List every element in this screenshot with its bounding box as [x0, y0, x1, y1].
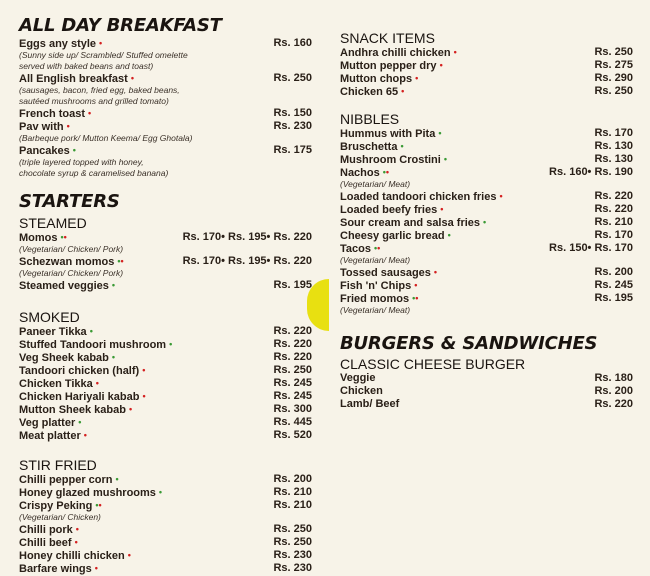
diet-indicator: • — [111, 352, 116, 362]
menu-item-price: Rs. 290 — [594, 72, 633, 84]
menu-item-name — [19, 325, 93, 339]
menu-item-description: sautéed mushrooms and grilled tomato) — [19, 96, 169, 106]
menu-item-description: (Sunny side up/ Scrambled/ Stuffed omelette — [19, 50, 188, 60]
steamed-heading: STEAMED — [19, 215, 87, 231]
menu-item-label: Chilli pork — [19, 524, 73, 536]
menu-item-name — [340, 46, 457, 60]
menu-item-label: Schezwan momos — [19, 256, 115, 268]
menu-item-price: Rs. 520 — [273, 429, 312, 441]
menu-item-name — [19, 549, 131, 563]
menu-item-price: Rs. 250 — [273, 364, 312, 376]
menu-item-name — [340, 85, 404, 99]
menu-item-price: Rs. 220 — [594, 190, 633, 202]
menu-item — [19, 351, 312, 364]
menu-item-price: Rs. 220 — [594, 203, 633, 215]
menu-item — [340, 59, 633, 72]
menu-item — [340, 72, 633, 85]
menu-item — [340, 85, 633, 98]
menu-item — [340, 127, 633, 140]
menu-item-price: Rs. 245 — [273, 377, 312, 389]
diet-indicator: • — [72, 145, 76, 155]
menu-item-price: Rs. 180 — [594, 372, 633, 384]
menu-item — [19, 255, 312, 268]
menu-item-name — [19, 279, 115, 293]
menu-item-label: Tossed sausages — [340, 267, 431, 279]
menu-item-name — [19, 390, 146, 404]
menu-item-price: Rs. 220 — [273, 338, 312, 350]
menu-item-price: Rs. 195 — [594, 292, 633, 304]
starters-heading: STARTERS — [19, 191, 120, 212]
menu-item-price: Rs. 210 — [594, 216, 633, 228]
menu-item-name — [340, 72, 418, 86]
menu-item-description: (Barbeque pork/ Mutton Keema/ Egg Ghotala) — [19, 133, 193, 143]
menu-item-label: Veg platter — [19, 417, 76, 429]
breakfast-list — [19, 37, 312, 179]
menu-item-label: Cheesy garlic bread — [340, 230, 445, 242]
diet-indicator: • — [89, 326, 93, 336]
menu-item — [340, 216, 633, 229]
menu-item-label: Tandoori chicken (half) — [19, 365, 140, 377]
menu-item — [19, 37, 312, 50]
menu-item-label: Fish 'n' Chips — [340, 280, 412, 292]
diet-indicator: • — [115, 474, 119, 484]
steamed-list — [19, 231, 312, 292]
menu-item-label: Loaded beefy fries — [340, 204, 438, 216]
menu-item — [19, 523, 312, 536]
menu-item — [340, 398, 633, 411]
menu-item-name — [19, 377, 99, 391]
menu-item-label: Chicken Tikka — [19, 378, 93, 390]
diet-indicator: • — [438, 128, 442, 138]
menu-item-price: Rs. 130 — [594, 140, 633, 152]
menu-item-name — [340, 385, 383, 398]
menu-item — [19, 403, 312, 416]
menu-item-description: (triple layered topped with honey, — [19, 157, 144, 167]
diet-indicator: • — [95, 378, 99, 388]
burgers-heading: BURGERS & SANDWICHES — [340, 333, 598, 354]
menu-item-name — [340, 59, 443, 73]
snack-items-list — [340, 46, 633, 98]
menu-item — [340, 153, 633, 166]
menu-item-name — [19, 37, 102, 51]
menu-item-price: Rs. 200 — [594, 385, 633, 397]
menu-item-name — [340, 398, 399, 411]
menu-item — [340, 140, 633, 153]
menu-item-name — [340, 127, 442, 141]
menu-item-name — [19, 338, 172, 352]
diet-indicator: • — [453, 47, 457, 57]
menu-item-label: Stuffed Tandoori mushroom — [19, 339, 167, 351]
menu-item-name — [19, 107, 91, 121]
menu-item — [340, 385, 633, 398]
diet-indicator: • — [499, 191, 503, 201]
menu-item-description: chocolate syrup & caramelised banana) — [19, 168, 169, 178]
diet-indicator: • — [111, 280, 116, 290]
menu-item-price: Rs. 230 — [273, 562, 312, 574]
diet-indicator: •• — [382, 167, 390, 177]
diet-indicator: • — [447, 230, 451, 240]
menu-item-label: Lamb/ Beef — [340, 398, 400, 410]
diet-indicator: • — [83, 430, 87, 440]
menu-item-description: (Vegetarian/ Chicken) — [19, 512, 101, 522]
classic-burger-heading: CLASSIC CHEESE BURGER — [340, 356, 526, 372]
menu-item-name — [340, 140, 404, 154]
menu-item — [19, 144, 312, 157]
menu-item-label: Momos — [19, 232, 58, 244]
menu-item-description: (Vegetarian/ Chicken/ Pork) — [19, 244, 124, 254]
menu-item-price: Rs. 160• Rs. 190 — [549, 166, 633, 178]
menu-item — [19, 325, 312, 338]
menu-item-label: Chicken Hariyali kabab — [19, 391, 140, 403]
menu-item-price: Rs. 250 — [594, 46, 633, 58]
menu-item-name — [340, 242, 380, 256]
menu-item-name — [340, 372, 375, 385]
menu-item — [19, 231, 312, 244]
menu-item-price: Rs. 300 — [273, 403, 312, 415]
menu-item-price: Rs. 210 — [273, 486, 312, 498]
menu-item-name — [19, 120, 70, 134]
menu-item-description: (sausages, bacon, fried egg, baked beans, — [19, 85, 180, 95]
menu-item-name — [340, 153, 447, 167]
menu-item-price: Rs. 245 — [594, 279, 633, 291]
stir-fried-list — [19, 473, 312, 575]
menu-item-price: Rs. 250 — [273, 536, 312, 548]
menu-item — [19, 562, 312, 575]
menu-item-name — [19, 231, 67, 245]
menu-item — [19, 416, 312, 429]
menu-item-label: All English breakfast — [19, 73, 128, 85]
menu-item-label: Andhra chilli chicken — [340, 47, 451, 59]
menu-item-price: Rs. 150 — [273, 107, 312, 119]
diet-indicator: • — [78, 417, 82, 427]
diet-indicator: • — [439, 60, 443, 70]
menu-item — [19, 486, 312, 499]
diet-indicator: • — [130, 73, 134, 83]
diet-indicator: •• — [95, 500, 102, 510]
menu-item-price: Rs. 170 — [594, 229, 633, 241]
diet-indicator: • — [158, 487, 163, 497]
diet-indicator: • — [401, 86, 405, 96]
diet-indicator: • — [66, 121, 70, 131]
menu-item — [19, 120, 312, 133]
diet-indicator: • — [169, 339, 173, 349]
menu-item-label: Fried momos — [340, 293, 410, 305]
menu-item — [19, 390, 312, 403]
menu-item — [19, 72, 312, 85]
menu-item-price: Rs. 220 — [273, 325, 312, 337]
menu-item-name — [340, 166, 389, 180]
menu-item — [19, 364, 312, 377]
menu-item-name — [19, 364, 145, 378]
menu-item-price: Rs. 220 — [273, 351, 312, 363]
menu-item-name — [19, 486, 162, 500]
menu-item-name — [340, 266, 437, 280]
menu-item-name — [340, 279, 417, 293]
diet-indicator: • — [443, 154, 447, 164]
stir-fried-heading: STIR FRIED — [19, 457, 97, 473]
menu-item-label: Tacos — [340, 243, 371, 255]
diet-indicator: • — [75, 524, 79, 534]
diet-indicator: • — [433, 267, 438, 277]
smoked-heading: SMOKED — [19, 309, 80, 325]
menu-item-price: Rs. 250 — [273, 72, 312, 84]
menu-item-label: Barfare wings — [19, 563, 92, 575]
menu-item — [340, 229, 633, 242]
snack-items-heading: SNACK ITEMS — [340, 30, 435, 46]
menu-item-description: served with baked beans and toast) — [19, 61, 154, 71]
menu-item-name — [19, 499, 102, 513]
diet-indicator: • — [99, 38, 103, 48]
nibbles-list — [340, 127, 633, 316]
menu-item-label: Paneer Tikka — [19, 326, 87, 338]
menu-item-price: Rs. 245 — [273, 390, 312, 402]
menu-item-name — [19, 536, 78, 550]
diet-indicator: •• — [412, 293, 419, 303]
nibbles-heading: NIBBLES — [340, 111, 400, 127]
menu-item-name — [19, 416, 81, 430]
menu-item-label: Eggs any style — [19, 38, 97, 50]
menu-item-label: Honey glazed mushrooms — [19, 487, 156, 499]
menu-item-name — [340, 190, 503, 204]
menu-item-label: Meat platter — [19, 430, 81, 442]
menu-item — [19, 549, 312, 562]
menu-item-name — [340, 203, 443, 217]
menu-item-label: Veg Sheek kabab — [19, 352, 109, 364]
menu-item-price: Rs. 230 — [273, 120, 312, 132]
menu-item-price: Rs. 250 — [273, 523, 312, 535]
menu-item — [340, 46, 633, 59]
menu-item-label: Sour cream and salsa fries — [340, 217, 481, 229]
diet-indicator: • — [440, 204, 444, 214]
menu-item — [340, 166, 633, 179]
menu-item — [340, 190, 633, 203]
menu-item-name — [19, 72, 134, 86]
menu-item-label: Pav with — [19, 121, 64, 133]
diet-indicator: •• — [117, 256, 124, 266]
menu-item-label: Mushroom Crostini — [340, 154, 441, 166]
menu-item-price: Rs. 250 — [594, 85, 633, 97]
menu-item — [19, 536, 312, 549]
diet-indicator: • — [142, 365, 146, 375]
menu-item — [340, 279, 633, 292]
diet-indicator: • — [483, 217, 487, 227]
menu-item-name — [340, 216, 486, 230]
menu-item-name — [19, 144, 76, 158]
diet-indicator: •• — [60, 232, 67, 242]
diet-indicator: • — [400, 141, 404, 151]
diet-indicator: • — [94, 563, 98, 573]
menu-item-description: (Vegetarian/ Chicken/ Pork) — [19, 268, 124, 278]
diet-indicator: • — [88, 108, 92, 118]
menu-item-description: (Vegetarian/ Meat) — [340, 305, 411, 315]
menu-item — [340, 292, 633, 305]
menu-item — [19, 107, 312, 120]
menu-item-name — [19, 403, 132, 417]
menu-item-price: Rs. 170 — [594, 127, 633, 139]
diet-indicator: • — [74, 537, 78, 547]
menu-item-price: Rs. 200 — [273, 473, 312, 485]
menu-item-name — [19, 562, 98, 576]
menu-item-label: Crispy Peking — [19, 500, 93, 512]
menu-item-name — [19, 255, 124, 269]
menu-item-label: Chilli pepper corn — [19, 474, 113, 486]
menu-item-name — [340, 229, 451, 243]
menu-item — [19, 429, 312, 442]
menu-item-name — [19, 429, 87, 443]
menu-item — [340, 372, 633, 385]
menu-item-label: Mutton pepper dry — [340, 60, 437, 72]
menu-item-label: Chicken 65 — [340, 86, 399, 98]
menu-item — [340, 203, 633, 216]
menu-item-label: Steamed veggies — [19, 280, 109, 292]
menu-item-label: Bruschetta — [340, 141, 398, 153]
smoked-list — [19, 325, 312, 442]
breakfast-heading: ALL DAY BREAKFAST — [19, 15, 222, 36]
diet-indicator: • — [415, 73, 419, 83]
diet-indicator: •• — [373, 243, 381, 253]
menu-item-price: Rs. 130 — [594, 153, 633, 165]
menu-item — [19, 473, 312, 486]
menu-item-name — [19, 473, 119, 487]
menu-item-description: (Vegetarian/ Meat) — [340, 255, 411, 265]
menu-item-description: (Vegetarian/ Meat) — [340, 179, 411, 189]
menu-item-price: Rs. 160 — [273, 37, 312, 49]
menu-item-price: Rs. 150• Rs. 170 — [549, 242, 633, 254]
menu-item-label: Pancakes — [19, 145, 70, 157]
menu-item — [340, 242, 633, 255]
menu-item-price: Rs. 195 — [273, 279, 312, 291]
menu-item — [19, 499, 312, 512]
menu-item — [19, 338, 312, 351]
menu-item — [19, 377, 312, 390]
diet-indicator: • — [414, 280, 418, 290]
menu-item — [340, 266, 633, 279]
menu-item-price: Rs. 175 — [273, 144, 312, 156]
menu-item-price: Rs. 275 — [594, 59, 633, 71]
menu-item — [19, 279, 312, 292]
menu-item-label: Mutton Sheek kabab — [19, 404, 126, 416]
menu-item-label: Chilli beef — [19, 537, 72, 549]
left-column — [19, 0, 312, 575]
menu-item-label: Hummus with Pita — [340, 128, 436, 140]
menu-item-price: Rs. 200 — [594, 266, 633, 278]
menu-item-name — [19, 523, 79, 537]
diet-indicator: • — [142, 391, 146, 401]
menu-item-price: Rs. 445 — [273, 416, 312, 428]
menu-item-label: Chicken — [340, 385, 383, 397]
diet-indicator: • — [128, 404, 133, 414]
menu-item-price: Rs. 220 — [594, 398, 633, 410]
menu-item-name — [19, 351, 115, 365]
menu-item-name — [340, 292, 418, 306]
menu-item-price: Rs. 170• Rs. 195• Rs. 220 — [182, 231, 312, 243]
menu-item-label: Loaded tandoori chicken fries — [340, 191, 497, 203]
menu-item-price: Rs. 210 — [273, 499, 312, 511]
menu-item-label: Honey chilli chicken — [19, 550, 125, 562]
menu-item-price: Rs. 170• Rs. 195• Rs. 220 — [182, 255, 312, 267]
menu-item-label: Veggie — [340, 372, 376, 384]
menu-item-label: French toast — [19, 108, 86, 120]
classic-burger-list — [340, 372, 633, 411]
diet-indicator: • — [127, 550, 131, 560]
right-column — [340, 0, 633, 411]
menu-item-label: Nachos — [340, 167, 380, 179]
menu-item-label: Mutton chops — [340, 73, 413, 85]
menu-item-price: Rs. 230 — [273, 549, 312, 561]
